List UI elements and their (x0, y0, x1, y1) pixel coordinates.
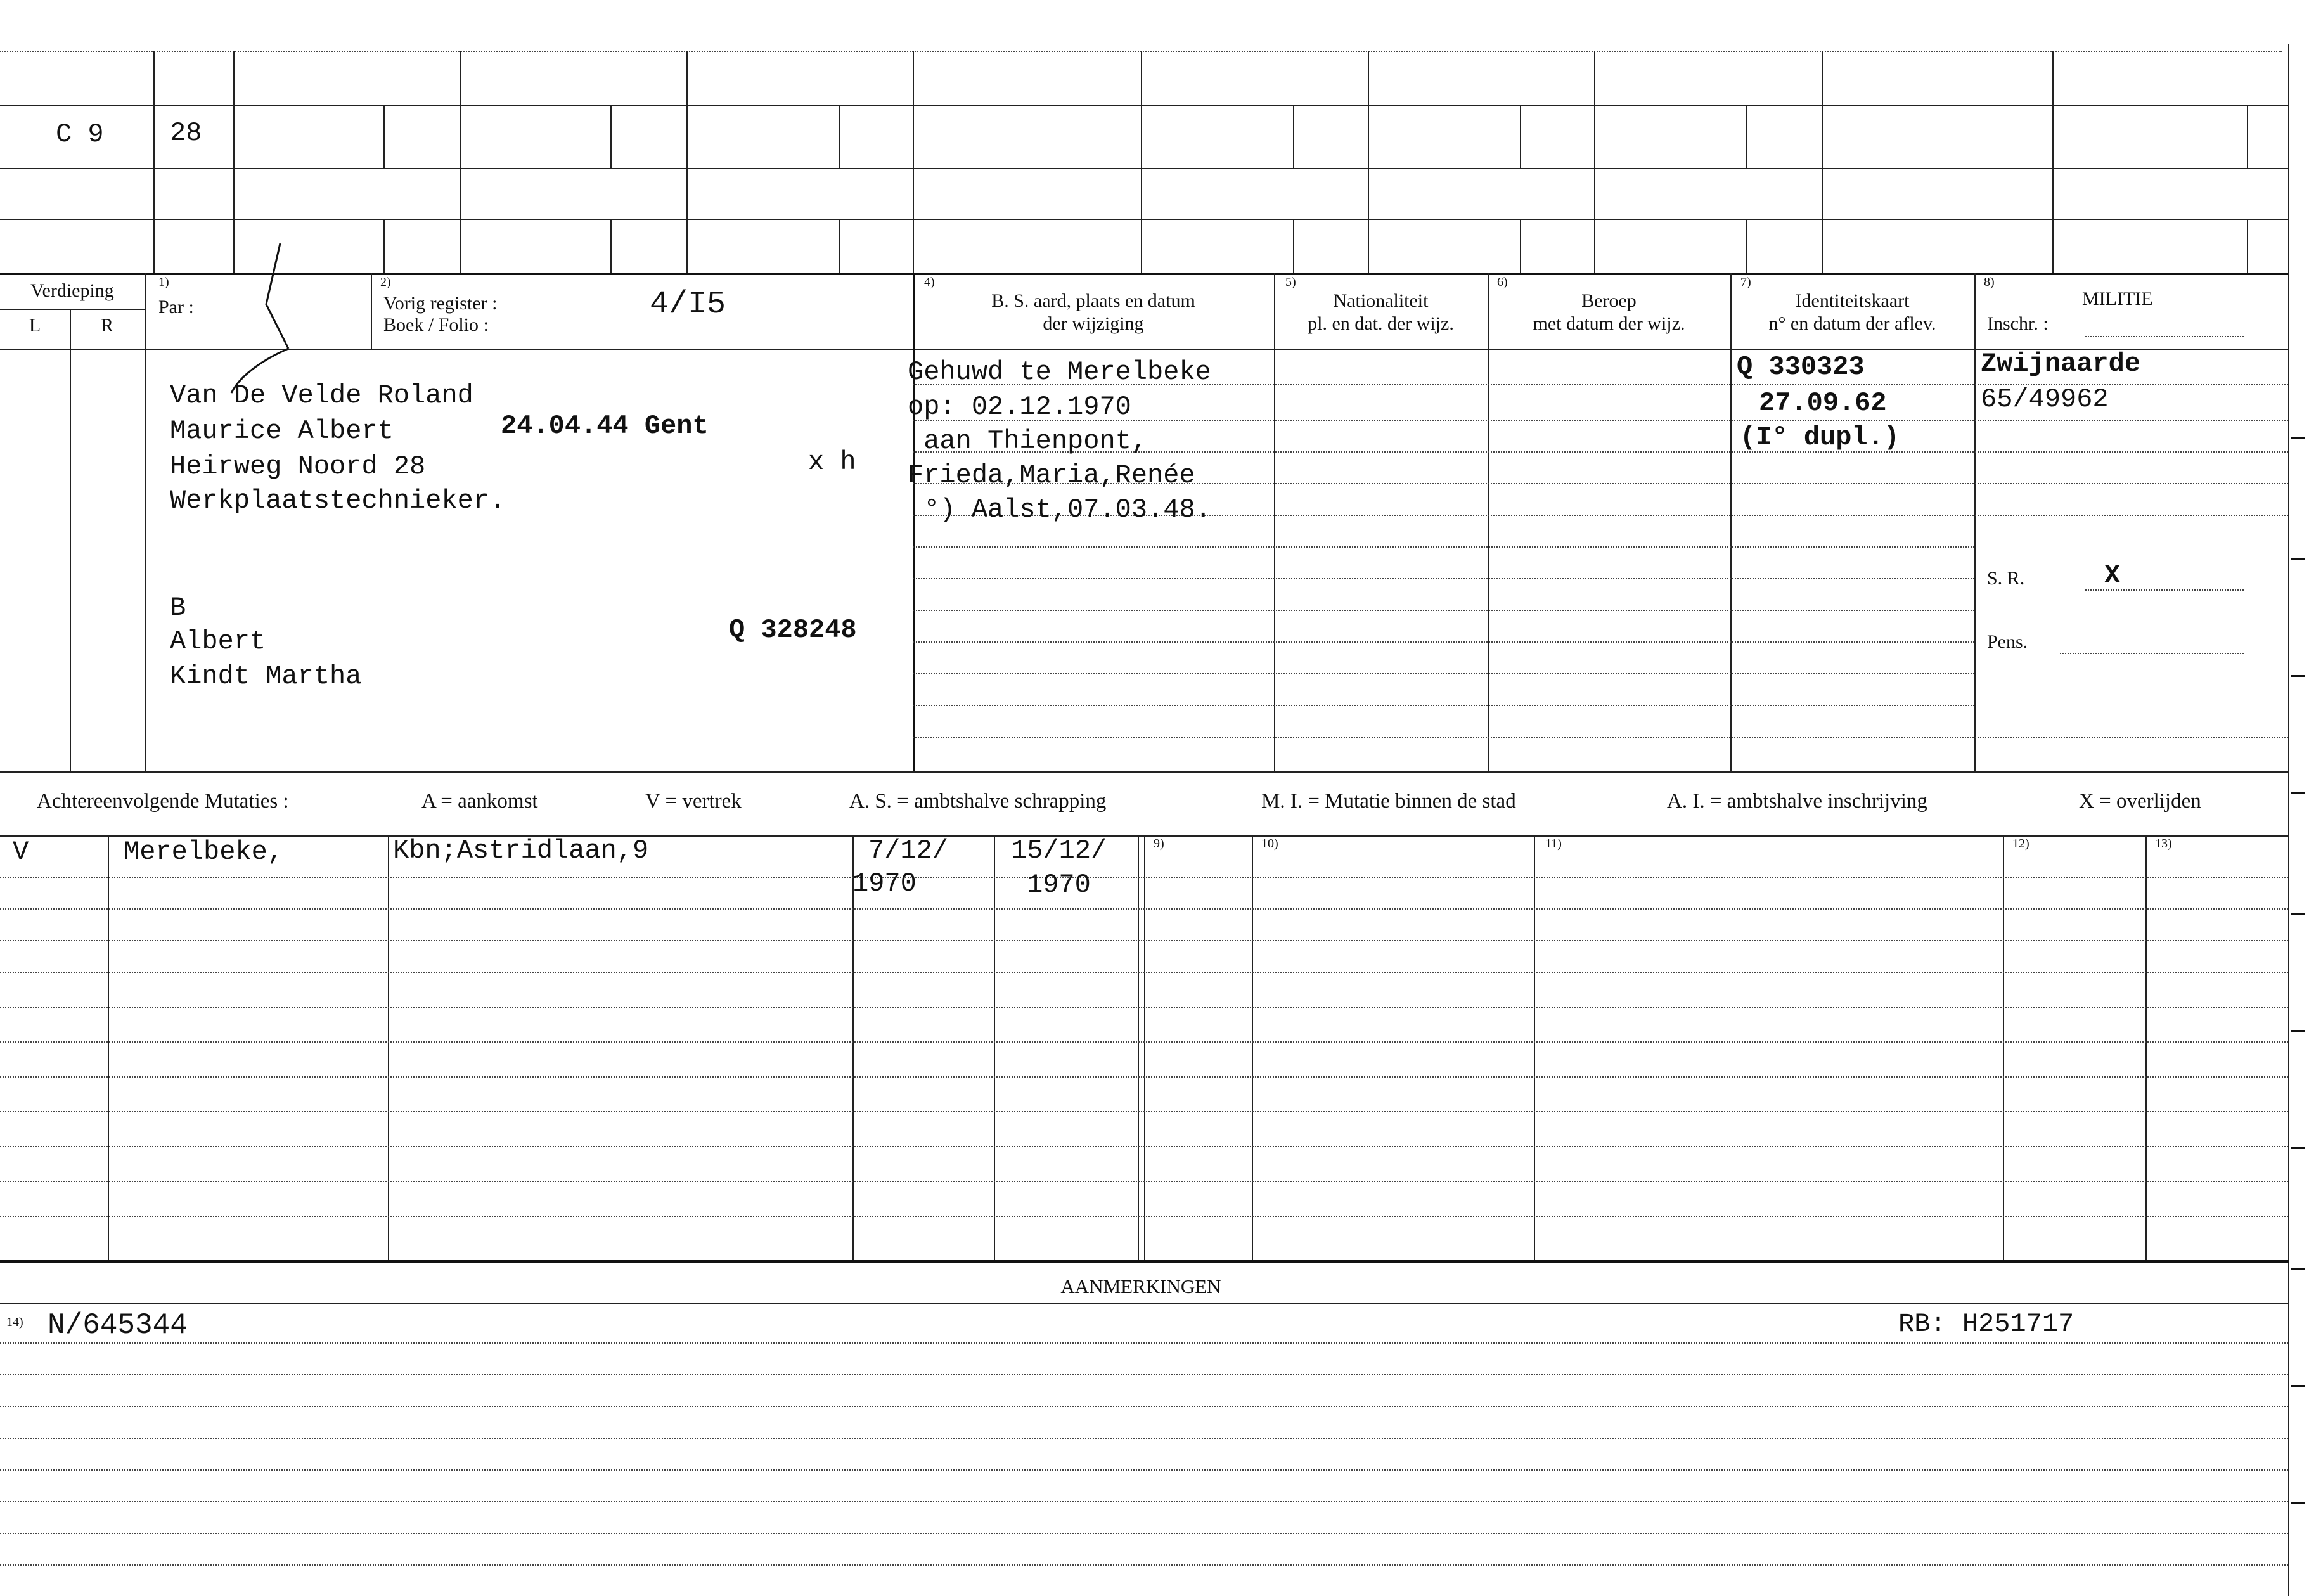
mut-date1-line2: 1970 (852, 868, 917, 899)
top-grid-col (1822, 51, 1823, 273)
mut-header-12: 12) (2012, 837, 2029, 851)
edge-tick (2291, 675, 2305, 677)
top-grid-subcol (383, 219, 385, 273)
mut-place: Merelbeke, (124, 837, 284, 867)
top-grid-col (460, 51, 461, 273)
legend-as: A. S. = ambtshalve schrapping (849, 790, 1107, 813)
remarks-line (0, 1374, 2288, 1375)
mut-col (1138, 835, 1139, 1260)
mut-row-line (0, 1007, 2288, 1008)
person-mother: Kindt Martha (170, 661, 362, 692)
id-line2: n° en datum der aflev. (1768, 313, 1936, 334)
remarks-line (0, 1438, 2288, 1439)
top-grid-subcol (2247, 105, 2248, 168)
mut-col (388, 835, 389, 1260)
top-grid-col (153, 51, 155, 273)
top-grid-col (1594, 51, 1595, 273)
mut-date1-line1: 7/12/ (868, 835, 949, 866)
remarks-ref: N/645344 (48, 1309, 188, 1342)
mutation-bottom-line (0, 1260, 2289, 1263)
inschr-label: Inschr. : (1987, 313, 2049, 334)
mut-row-line (0, 908, 2288, 910)
boek-label: Boek / Folio : (383, 314, 489, 335)
id-entry-3: (I° dupl.) (1740, 422, 1900, 453)
mut-address: Kbn;Astridlaan,9 (393, 835, 649, 866)
mut-header-13: 13) (2155, 837, 2172, 851)
ruled-line (913, 705, 1974, 706)
top-grid-subcol (1293, 105, 1294, 168)
top-grid-subcol (839, 105, 840, 168)
legend-a: A = aankomst (421, 790, 538, 813)
mut-col (2145, 835, 2147, 1260)
par-pen-stroke (228, 241, 342, 399)
par-label: Par : (158, 297, 194, 318)
par-num: 1) (158, 275, 169, 289)
id-line1: Identiteitskaart (1795, 290, 1910, 311)
bs-line1: B. S. aard, plaats en datum (991, 290, 1195, 311)
edge-tick (2291, 913, 2305, 915)
header-bottom-line (0, 349, 2289, 350)
top-grid-subcol (610, 105, 612, 168)
card-code: C 9 (56, 119, 104, 150)
col-l-r-divider (70, 309, 71, 771)
person-address: Heirweg Noord 28 (170, 451, 426, 482)
col-divider (145, 273, 146, 771)
top-grid-line (0, 219, 2288, 220)
person-profession: Werkplaatstechnieker. (170, 486, 506, 516)
top-grid-subcol (839, 219, 840, 273)
mut-row-line (0, 1076, 2288, 1078)
sr-value: X (2104, 560, 2121, 591)
mut-date2-line2: 1970 (1027, 870, 1091, 900)
bs-entry-3: aan Thienpont, (908, 426, 1148, 456)
militie-number: 65/49962 (1981, 384, 2109, 415)
remarks-line (0, 1501, 2288, 1502)
mut-col (852, 835, 854, 1260)
pens-label: Pens. (1987, 631, 2028, 652)
militie-label: MILITIE (2082, 288, 2153, 309)
card-number: 28 (170, 118, 202, 148)
top-grid-col (686, 51, 688, 273)
col-divider (1974, 273, 1976, 771)
top-grid-subcol (1746, 105, 1747, 168)
edge-tick (2291, 1030, 2305, 1032)
beroep-num: 6) (1497, 275, 1508, 289)
person-qnum: Q 328248 (729, 615, 857, 645)
person-name-line2: Maurice Albert (170, 416, 394, 446)
col-divider (371, 273, 372, 349)
ruled-line (913, 641, 1974, 643)
mut-col (2003, 835, 2004, 1260)
mut-type: V (13, 837, 29, 867)
mut-row-line (0, 1041, 2288, 1043)
id-entry-2: 27.09.62 (1759, 388, 1887, 418)
right-border (2288, 44, 2289, 1596)
bs-num: 4) (924, 275, 935, 289)
person-birth: 24.04.44 Gent (501, 411, 709, 441)
remarks-title: AANMERKINGEN (1060, 1275, 1221, 1297)
ruled-line (913, 673, 1974, 674)
remarks-num: 14) (6, 1315, 23, 1329)
inschr-line (2085, 336, 2244, 337)
top-grid-subcol (1520, 105, 1521, 168)
mut-row-line (0, 1146, 2288, 1147)
top-grid-col (1141, 51, 1142, 273)
remarks-line (0, 1342, 2288, 1344)
remarks-line (0, 1469, 2288, 1471)
remarks-rb: RB: H251717 (1898, 1309, 2074, 1339)
mut-row-line (0, 1216, 2288, 1217)
id-num: 7) (1740, 275, 1751, 289)
mut-row-line (0, 972, 2288, 973)
top-grid-subcol (2247, 219, 2248, 273)
col-divider (1730, 273, 1732, 771)
vorig-label: Vorig register : (383, 293, 498, 314)
edge-tick (2291, 1268, 2305, 1270)
verdieping-label: Verdieping (30, 280, 114, 301)
top-grid-line (0, 273, 2289, 275)
vorig-num: 2) (380, 275, 391, 289)
top-grid-subcol (1293, 219, 1294, 273)
r-label: R (100, 315, 113, 336)
mut-row-line (0, 1181, 2288, 1182)
mut-header-9: 9) (1154, 837, 1164, 851)
mut-header-10: 10) (1261, 837, 1278, 851)
mil-num: 8) (1984, 275, 1995, 289)
ruled-line (913, 737, 2288, 738)
top-grid-col (233, 51, 235, 273)
legend-top-line (0, 771, 2289, 773)
edge-tick (2291, 437, 2305, 439)
col-divider (1274, 273, 1275, 771)
mut-col (108, 835, 109, 1260)
l-label: L (29, 315, 41, 336)
remarks-title-line (0, 1303, 2289, 1304)
edge-tick (2291, 792, 2305, 794)
edge-tick (2291, 1385, 2305, 1387)
mut-col (1144, 835, 1145, 1260)
person-sex: x h (808, 447, 856, 477)
legend-title: Achtereenvolgende Mutaties : (37, 790, 289, 813)
mut-col (1252, 835, 1253, 1260)
id-entry-1: Q 330323 (1737, 352, 1865, 382)
legend-x: X = overlijden (2079, 790, 2201, 813)
sr-label: S. R. (1987, 568, 2025, 589)
edge-tick (2291, 1147, 2305, 1149)
bs-entry-4: Frieda,Maria,Renée (908, 460, 1195, 491)
ruled-line (913, 610, 1974, 611)
top-grid-subcol (1746, 219, 1747, 273)
col-divider (1488, 273, 1489, 771)
top-grid-col (913, 51, 914, 273)
person-b: B (170, 593, 186, 623)
person-father: Albert (170, 626, 266, 657)
verdieping-split (0, 309, 145, 310)
top-grid-line (0, 105, 2288, 106)
bs-line2: der wijziging (1043, 313, 1144, 334)
pens-line (2060, 653, 2244, 654)
remarks-line (0, 1564, 2288, 1566)
person-name-line1: Van De Velde Roland (170, 380, 473, 411)
edge-tick (2291, 558, 2305, 560)
militie-place: Zwijnaarde (1981, 349, 2141, 379)
remarks-line (0, 1533, 2288, 1534)
beroep-line1: Beroep (1581, 290, 1637, 311)
edge-tick (2291, 1502, 2305, 1504)
nat-num: 5) (1285, 275, 1296, 289)
beroep-line2: met datum der wijz. (1533, 313, 1685, 334)
mut-row-line (0, 1111, 2288, 1112)
nat-line2: pl. en dat. der wijz. (1308, 313, 1454, 334)
ruled-line (913, 578, 1974, 579)
bs-entry-2: op: 02.12.1970 (908, 392, 1131, 422)
legend-v: V = vertrek (645, 790, 742, 813)
vorig-value: 4/I5 (650, 286, 726, 323)
mut-row-line (0, 877, 2288, 878)
top-grid-subcol (383, 105, 385, 168)
mut-date2-line1: 15/12/ (1011, 835, 1107, 866)
mut-row-line (0, 940, 2288, 941)
mut-col (994, 835, 995, 1260)
legend-mi: M. I. = Mutatie binnen de stad (1261, 790, 1516, 813)
top-grid-subcol (610, 219, 612, 273)
mut-header-11: 11) (1545, 837, 1562, 851)
bs-entry-5: °) Aalst,07.03.48. (908, 494, 1211, 525)
nat-line1: Nationaliteit (1333, 290, 1429, 311)
top-grid-col (1368, 51, 1369, 273)
top-grid-col (2052, 51, 2054, 273)
top-grid-line (0, 168, 2288, 169)
mut-col (1534, 835, 1535, 1260)
remarks-line (0, 1406, 2288, 1407)
legend-ai: A. I. = ambtshalve inschrijving (1667, 790, 1927, 813)
top-grid-subcol (1520, 219, 1521, 273)
ruled-line (913, 546, 1974, 548)
bs-entry-1: Gehuwd te Merelbeke (908, 357, 1211, 387)
